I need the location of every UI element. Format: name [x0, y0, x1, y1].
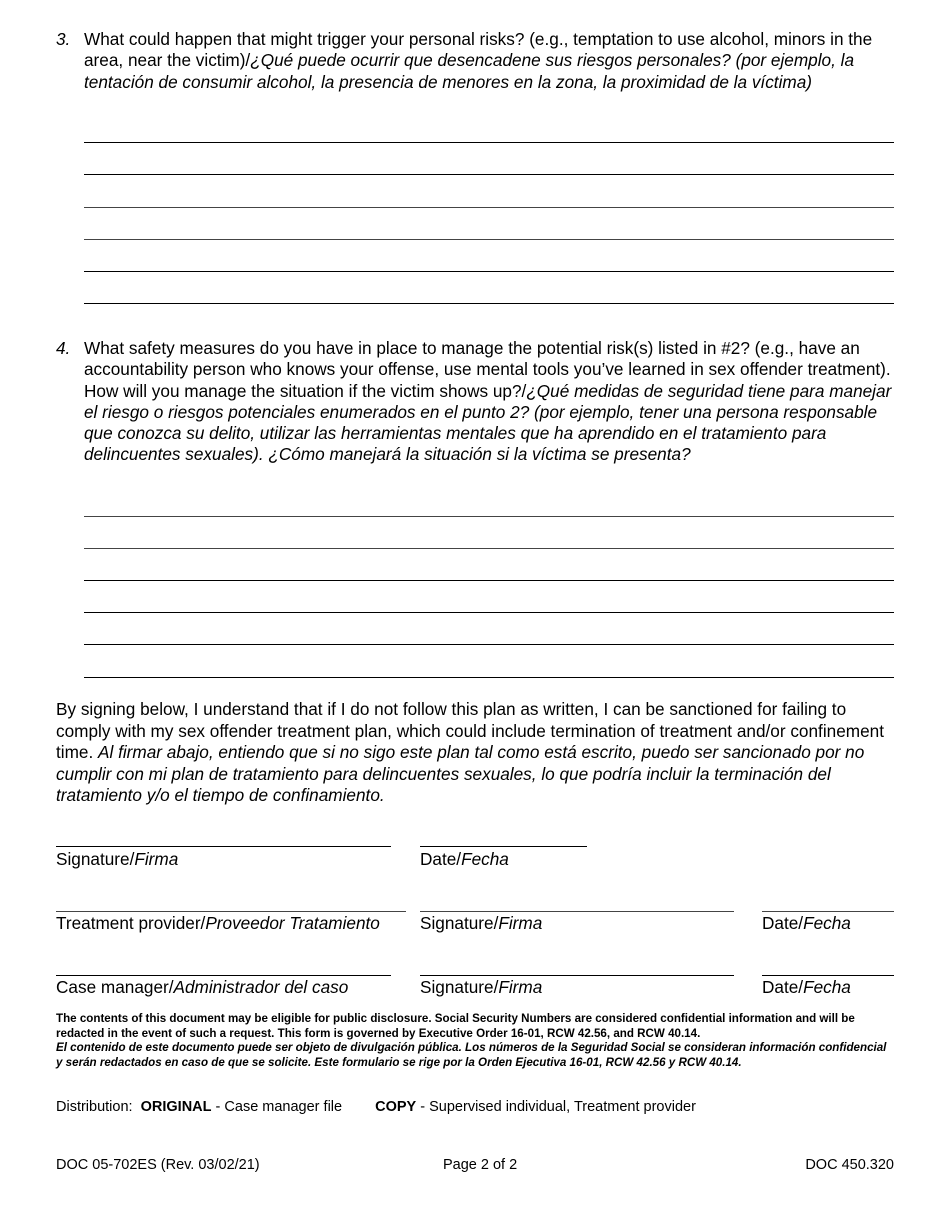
- question-3-english: What could happen that might trigger your personal risks? (e.g., temptation to use alcohol, minors in the area, near the victim)/: [84, 29, 873, 71]
- q3-answer-line-4[interactable]: [84, 239, 894, 240]
- supervised-individual-date-label: Date/Fecha: [420, 849, 509, 869]
- question-4: [56, 338, 896, 466]
- q3-answer-line-6[interactable]: [84, 303, 894, 304]
- supervised-individual-date-line[interactable]: [420, 846, 587, 847]
- question-3-spanish: ¿Qué puede ocurrir que desencadene sus riesgos personales? (por ejemplo, la tentación de consumir alcohol, la presencia de menores en la zona, la proximidad de la víctima): [84, 50, 855, 92]
- page-number: Page 2 of 2: [443, 1157, 518, 1173]
- treatment-provider-date-label: Date/Fecha: [762, 913, 851, 933]
- distribution-label: Distribution:: [56, 1099, 133, 1115]
- disclosure-english: The contents of this document may be eligible for public disclosure. Social Security Numbers are considered confidential information and will be redacted in the event of such a request. This form is governed by Executive Order 16-01, RCW 42.56, and RCW 40.14.: [56, 1012, 855, 1040]
- acknowledgement-english: By signing below, I understand that if I do not follow this plan as written, I can be sanctioned for failing to comply with my sex offender treatment plan, which could include termination of treatment and/or confinement time.: [56, 699, 884, 763]
- distribution-original-desc: - Case manager file: [215, 1099, 343, 1115]
- distribution-line: [56, 1098, 696, 1116]
- disclosure-notice: [56, 1012, 896, 1070]
- case-manager-signature-line[interactable]: [420, 975, 734, 976]
- q4-answer-line-5[interactable]: [84, 644, 894, 645]
- q4-answer-line-1[interactable]: [84, 516, 894, 517]
- distribution-copy-desc: - Supervised individual, Treatment provider: [420, 1099, 696, 1115]
- q3-answer-line-5[interactable]: [84, 271, 894, 272]
- case-manager-signature-label: Signature/Firma: [420, 977, 543, 997]
- case-manager-label: Case manager/Administrador del caso: [56, 977, 349, 997]
- question-3-number: 3.: [56, 29, 71, 49]
- q3-answer-line-3[interactable]: [84, 207, 894, 208]
- supervised-individual-signature-label: Signature/Firma: [56, 849, 179, 869]
- q4-answer-line-6[interactable]: [84, 677, 894, 678]
- case-manager-date-label: Date/Fecha: [762, 977, 851, 997]
- treatment-provider-label: Treatment provider/Proveedor Tratamiento: [56, 913, 380, 933]
- disclosure-spanish: El contenido de este documento puede ser objeto de divulgación pública. Los números de la Seguridad Social se consideran información confidencial y serán redactados en caso de que se solicite. Este formulario se rige por la Orden Ejecutiva 16-01, RCW 42.56 y RCW 40.14.: [56, 1041, 887, 1069]
- question-3: [56, 29, 896, 93]
- treatment-provider-date-line[interactable]: [762, 911, 894, 912]
- question-4-spanish: ¿Qué medidas de seguridad tiene para manejar el riesgo o riesgos potenciales enumerados en el punto 2? (por ejemplo, tener una persona responsable que conozca su delito, utilizar las herramientas mentales que ha aprendido en el tratamiento para delincuentes sexuales). ¿Cómo manejará la situación si la víctima se presenta?: [84, 380, 892, 465]
- question-4-english: What safety measures do you have in place to manage the potential risk(s) listed in #2? (e.g., have an accountability person who knows your offense, use mental tools you’ve learned in sex offender treatment). How will you manage the situation if the victim shows up?/: [84, 338, 891, 401]
- q3-answer-line-1[interactable]: [84, 142, 894, 143]
- q4-answer-line-4[interactable]: [84, 612, 894, 613]
- treatment-provider-signature-label: Signature/Firma: [420, 913, 543, 933]
- acknowledgement-spanish: Al firmar abajo, entiendo que si no sigo este plan tal como está escrito, puedo ser sancionado por no cumplir con mi plan de tratamiento para delincuentes sexuales, lo que podría incluir la terminación del tratamiento y/o el tiempo de confinamiento.: [56, 742, 865, 806]
- treatment-provider-name-line[interactable]: [56, 911, 406, 912]
- q4-answer-line-2[interactable]: [84, 548, 894, 549]
- acknowledgement-paragraph: [56, 699, 901, 807]
- form-number: DOC 05-702ES (Rev. 03/02/21): [56, 1157, 260, 1173]
- q3-answer-line-2[interactable]: [84, 174, 894, 175]
- q4-answer-line-3[interactable]: [84, 580, 894, 581]
- supervised-individual-signature-line[interactable]: [56, 846, 391, 847]
- question-4-number: 4.: [56, 338, 71, 358]
- question-3-text: [84, 29, 896, 93]
- case-manager-name-line[interactable]: [56, 975, 391, 976]
- question-4-text: [84, 338, 896, 466]
- distribution-original: ORIGINAL: [140, 1099, 212, 1115]
- case-manager-date-line[interactable]: [762, 975, 894, 976]
- distribution-copy: COPY: [375, 1099, 417, 1115]
- policy-number: DOC 450.320: [805, 1157, 894, 1173]
- treatment-provider-signature-line[interactable]: [420, 911, 734, 912]
